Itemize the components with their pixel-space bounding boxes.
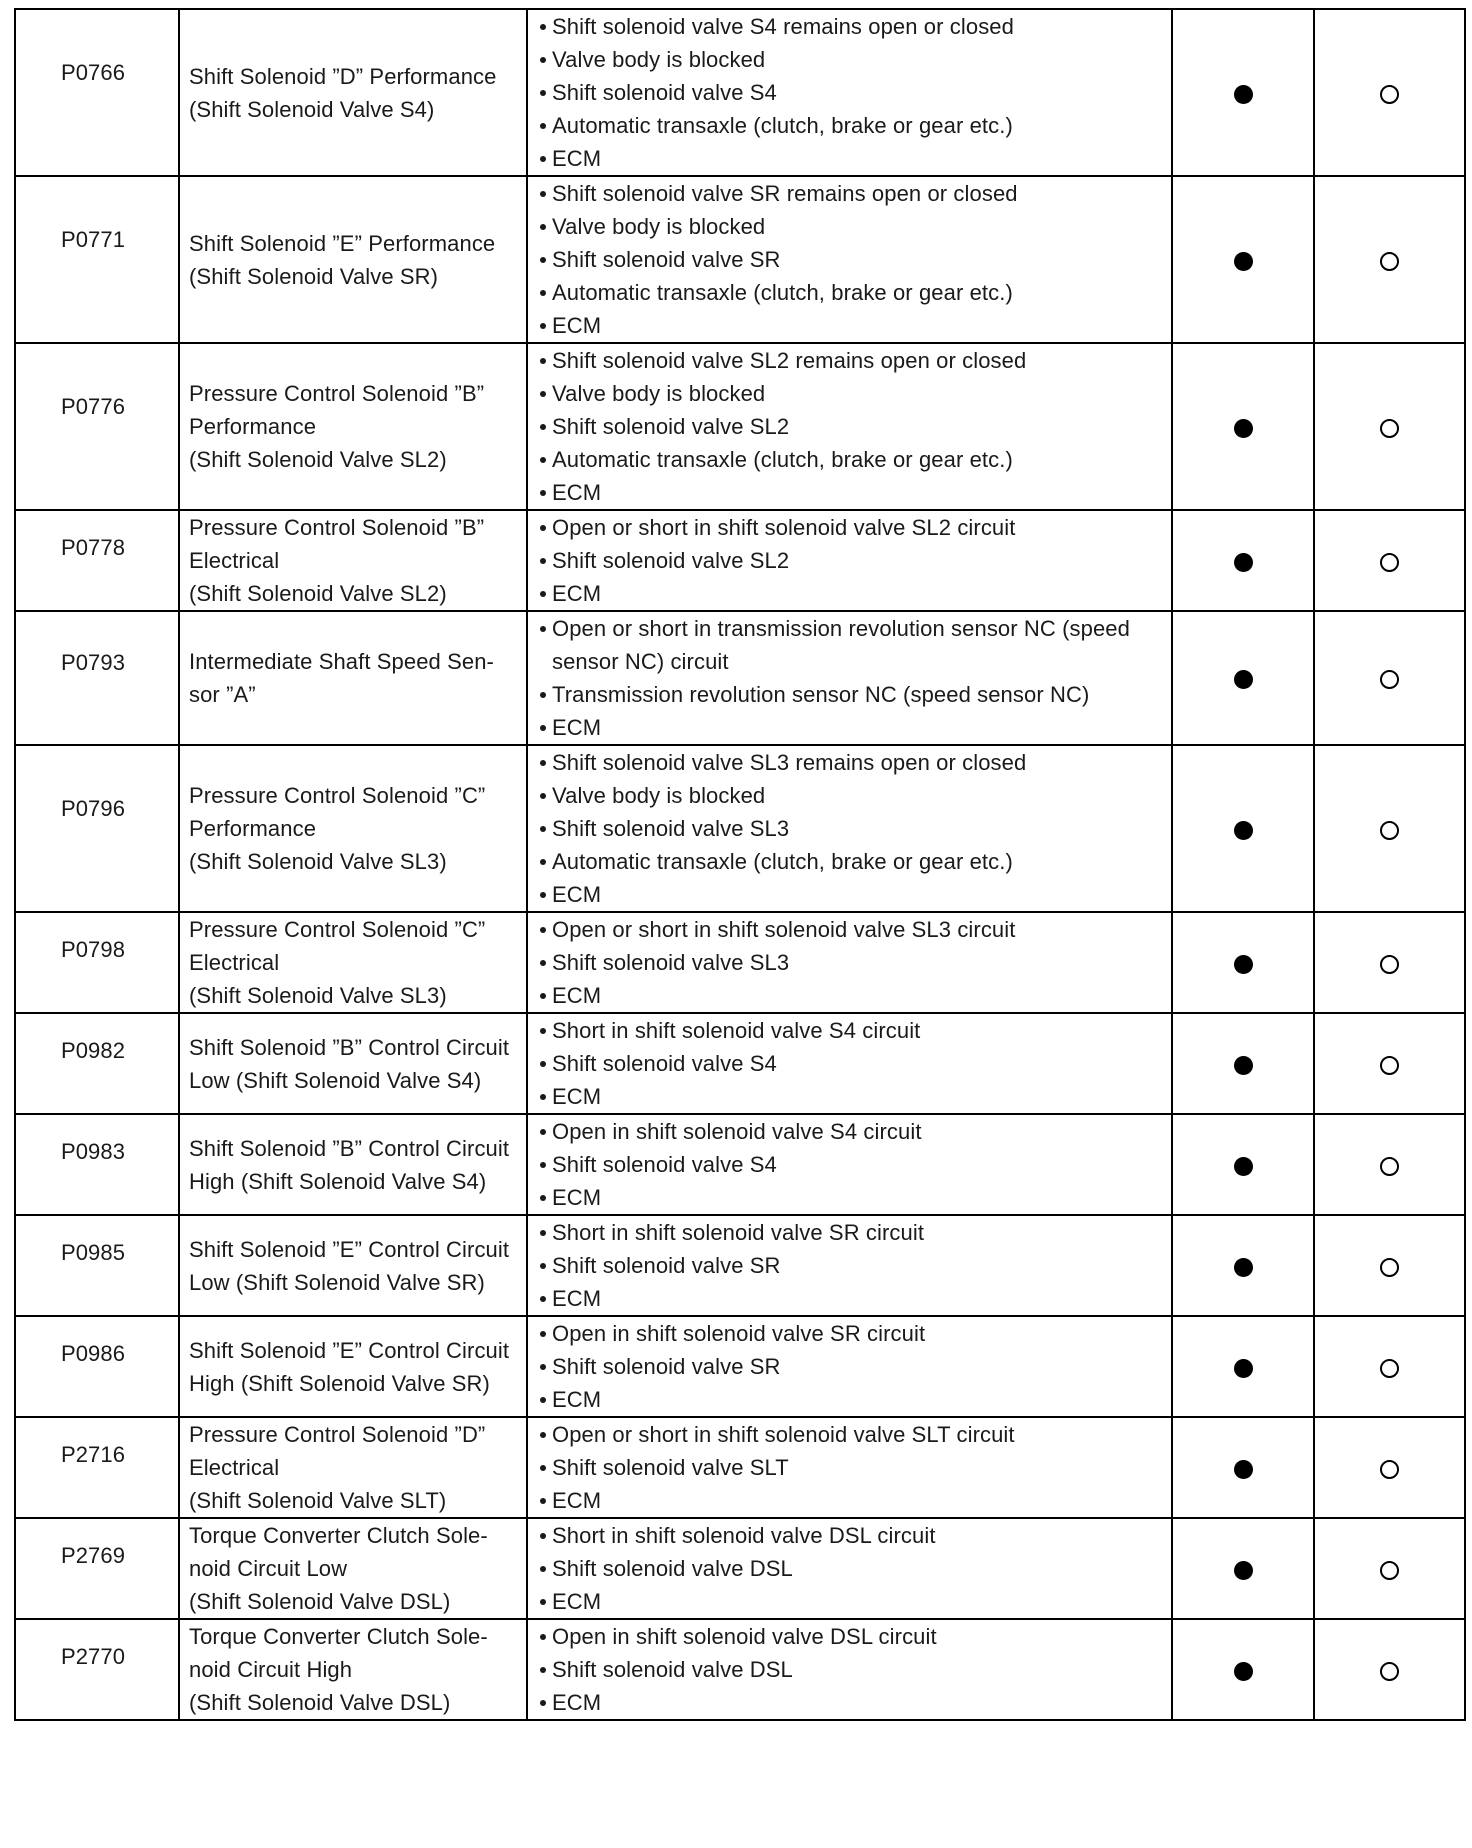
trouble-area-item: ECM	[539, 979, 1163, 1012]
trouble-area-item: Automatic transaxle (clutch, brake or gear etc.)	[539, 276, 1163, 309]
dtc-code: P0983	[60, 1139, 126, 1164]
detection-item-line: High (Shift Solenoid Valve SR)	[189, 1370, 490, 1396]
trouble-area-item: Valve body is blocked	[539, 779, 1163, 812]
trouble-area-item: Shift solenoid valve SL2	[539, 544, 1163, 577]
trouble-area-item: Short in shift solenoid valve DSL circuit	[539, 1519, 1163, 1552]
trouble-area-list	[539, 746, 1163, 911]
trouble-area-list	[539, 1418, 1163, 1517]
table-row	[15, 745, 1465, 912]
detection-item-line: Pressure Control Solenoid ”C”	[189, 783, 486, 808]
dtc-code: P0766	[60, 60, 126, 85]
trouble-area-item: ECM	[539, 711, 1163, 744]
trouble-area-item: ECM	[539, 476, 1163, 509]
detection-item-line: Performance	[189, 816, 317, 841]
filled-circle-icon	[1234, 955, 1253, 974]
trouble-area-cell	[527, 1114, 1172, 1215]
trouble-area-item: ECM	[539, 1383, 1163, 1416]
trouble-area-cell	[527, 1215, 1172, 1316]
detection-item-line: Shift Solenoid ”E” Control Circuit	[189, 1337, 510, 1363]
filled-circle-icon	[1234, 1056, 1253, 1075]
trouble-area-list	[539, 1519, 1163, 1618]
mil-cell	[1172, 1518, 1314, 1619]
detection-item-line: Low (Shift Solenoid Valve S4)	[189, 1067, 482, 1093]
open-circle-icon	[1380, 670, 1399, 689]
filled-circle-icon	[1234, 821, 1253, 840]
open-circle-icon	[1380, 1662, 1399, 1681]
table-row	[15, 1417, 1465, 1518]
trouble-area-list	[539, 612, 1163, 744]
dtc-code: P0986	[60, 1341, 126, 1366]
memory-cell	[1314, 1417, 1465, 1518]
detection-item-line: Shift Solenoid ”E” Performance	[189, 230, 496, 256]
open-circle-icon	[1380, 419, 1399, 438]
trouble-area-item: Shift solenoid valve SR	[539, 1249, 1163, 1282]
filled-circle-icon	[1234, 1258, 1253, 1277]
memory-cell	[1314, 1316, 1465, 1417]
mil-cell	[1172, 343, 1314, 510]
detection-item-line: (Shift Solenoid Valve S4)	[189, 96, 435, 122]
filled-circle-icon	[1234, 85, 1253, 104]
detection-item-cell	[179, 343, 527, 510]
trouble-area-cell	[527, 611, 1172, 745]
dtc-code-cell	[15, 912, 179, 1013]
trouble-area-cell	[527, 510, 1172, 611]
detection-item-line: Shift Solenoid ”B” Control Circuit	[189, 1135, 510, 1161]
detection-item-line: noid Circuit Low	[189, 1556, 348, 1581]
table-row	[15, 1316, 1465, 1417]
open-circle-icon	[1380, 955, 1399, 974]
dtc-code: P0778	[60, 535, 126, 560]
trouble-area-list	[539, 177, 1163, 342]
open-circle-icon	[1380, 85, 1399, 104]
detection-item-line: Pressure Control Solenoid ”B”	[189, 381, 485, 406]
memory-cell	[1314, 1215, 1465, 1316]
trouble-area-item: Shift solenoid valve S4 remains open or closed	[539, 10, 1163, 43]
detection-item-line: sor ”A”	[189, 682, 256, 707]
trouble-area-list	[539, 1317, 1163, 1416]
trouble-area-item: Shift solenoid valve S4	[539, 76, 1163, 109]
table-row	[15, 1114, 1465, 1215]
mil-cell	[1172, 1114, 1314, 1215]
trouble-area-item: Valve body is blocked	[539, 210, 1163, 243]
detection-item-line: Pressure Control Solenoid ”D”	[189, 1422, 486, 1447]
trouble-area-item: Transmission revolution sensor NC (speed sensor NC)	[539, 678, 1163, 711]
trouble-area-cell	[527, 176, 1172, 343]
trouble-area-list	[539, 1115, 1163, 1214]
trouble-area-cell	[527, 1417, 1172, 1518]
memory-cell	[1314, 1013, 1465, 1114]
trouble-area-item: Shift solenoid valve S4	[539, 1047, 1163, 1080]
trouble-area-item: Valve body is blocked	[539, 377, 1163, 410]
filled-circle-icon	[1234, 252, 1253, 271]
trouble-area-item: Open or short in shift solenoid valve SL2 circuit	[539, 511, 1163, 544]
detection-item-line: (Shift Solenoid Valve SL2)	[189, 447, 447, 472]
open-circle-icon	[1380, 1157, 1399, 1176]
detection-item-line: (Shift Solenoid Valve DSL)	[189, 1690, 451, 1715]
table-row	[15, 1619, 1465, 1720]
trouble-area-item: ECM	[539, 1080, 1163, 1113]
trouble-area-cell	[527, 1316, 1172, 1417]
trouble-area-item: Valve body is blocked	[539, 43, 1163, 76]
trouble-area-cell	[527, 1619, 1172, 1720]
mil-cell	[1172, 1013, 1314, 1114]
mil-cell	[1172, 912, 1314, 1013]
dtc-table	[14, 8, 1466, 1721]
detection-item-line: Electrical	[189, 1455, 280, 1480]
filled-circle-icon	[1234, 1662, 1253, 1681]
detection-item-line: (Shift Solenoid Valve SR)	[189, 263, 439, 289]
detection-item-line: (Shift Solenoid Valve SLT)	[189, 1488, 447, 1513]
detection-item-cell	[179, 912, 527, 1013]
trouble-area-list	[539, 10, 1163, 175]
dtc-code: P0776	[60, 394, 126, 419]
detection-item-line: Shift Solenoid ”B” Control Circuit	[189, 1034, 510, 1060]
trouble-area-item: Shift solenoid valve SR remains open or closed	[539, 177, 1163, 210]
trouble-area-list	[539, 1620, 1163, 1719]
filled-circle-icon	[1234, 1561, 1253, 1580]
filled-circle-icon	[1234, 419, 1253, 438]
detection-item-cell	[179, 1417, 527, 1518]
detection-item-line: (Shift Solenoid Valve SL3)	[189, 983, 447, 1008]
table-row	[15, 176, 1465, 343]
detection-item-line: Shift Solenoid ”E” Control Circuit	[189, 1236, 510, 1262]
detection-item-line: Low (Shift Solenoid Valve SR)	[189, 1269, 485, 1295]
trouble-area-cell	[527, 343, 1172, 510]
dtc-code: P0985	[60, 1240, 126, 1265]
detection-item-cell	[179, 1518, 527, 1619]
table-row	[15, 611, 1465, 745]
mil-cell	[1172, 1316, 1314, 1417]
open-circle-icon	[1380, 252, 1399, 271]
trouble-area-item: Automatic transaxle (clutch, brake or gear etc.)	[539, 109, 1163, 142]
trouble-area-list	[539, 913, 1163, 1012]
trouble-area-item: ECM	[539, 577, 1163, 610]
memory-cell	[1314, 1619, 1465, 1720]
trouble-area-item: Open in shift solenoid valve S4 circuit	[539, 1115, 1163, 1148]
dtc-table-body	[15, 9, 1465, 1720]
detection-item-cell	[179, 1316, 527, 1417]
dtc-code-cell	[15, 1114, 179, 1215]
dtc-code: P0771	[60, 227, 126, 252]
table-row	[15, 912, 1465, 1013]
table-row	[15, 1215, 1465, 1316]
trouble-area-cell	[527, 745, 1172, 912]
memory-cell	[1314, 9, 1465, 176]
trouble-area-item: Shift solenoid valve SLT	[539, 1451, 1163, 1484]
detection-item-line: High (Shift Solenoid Valve S4)	[189, 1168, 487, 1194]
detection-item-cell	[179, 176, 527, 343]
trouble-area-item: Open or short in transmission revolution sensor NC (speed sensor NC) circuit	[539, 612, 1163, 678]
mil-cell	[1172, 745, 1314, 912]
trouble-area-item: ECM	[539, 1686, 1163, 1719]
dtc-code-cell	[15, 343, 179, 510]
trouble-area-cell	[527, 1518, 1172, 1619]
trouble-area-item: Shift solenoid valve SL2 remains open or closed	[539, 344, 1163, 377]
trouble-area-item: ECM	[539, 1484, 1163, 1517]
detection-item-cell	[179, 1013, 527, 1114]
memory-cell	[1314, 745, 1465, 912]
trouble-area-item: ECM	[539, 142, 1163, 175]
trouble-area-item: ECM	[539, 309, 1163, 342]
trouble-area-item: Shift solenoid valve SL3	[539, 812, 1163, 845]
dtc-code-cell	[15, 745, 179, 912]
trouble-area-item: Shift solenoid valve SR	[539, 1350, 1163, 1383]
trouble-area-item: Open in shift solenoid valve DSL circuit	[539, 1620, 1163, 1653]
detection-item-cell	[179, 9, 527, 176]
trouble-area-item: Shift solenoid valve SR	[539, 243, 1163, 276]
detection-item-line: (Shift Solenoid Valve SL3)	[189, 849, 447, 874]
mil-cell	[1172, 1619, 1314, 1720]
trouble-area-item: Open or short in shift solenoid valve SLT circuit	[539, 1418, 1163, 1451]
detection-item-line: Shift Solenoid ”D” Performance	[189, 63, 497, 89]
trouble-area-cell	[527, 1013, 1172, 1114]
dtc-code-cell	[15, 1215, 179, 1316]
trouble-area-item: ECM	[539, 1181, 1163, 1214]
mil-cell	[1172, 510, 1314, 611]
dtc-table-sheet	[14, 8, 1464, 1721]
trouble-area-list	[539, 1014, 1163, 1113]
table-row	[15, 9, 1465, 176]
trouble-area-item: ECM	[539, 1282, 1163, 1315]
filled-circle-icon	[1234, 1460, 1253, 1479]
trouble-area-list	[539, 1216, 1163, 1315]
detection-item-cell	[179, 1114, 527, 1215]
trouble-area-list	[539, 511, 1163, 610]
open-circle-icon	[1380, 553, 1399, 572]
open-circle-icon	[1380, 821, 1399, 840]
detection-item-line: Performance	[189, 414, 317, 439]
dtc-code-cell	[15, 1619, 179, 1720]
trouble-area-item: Open in shift solenoid valve SR circuit	[539, 1317, 1163, 1350]
memory-cell	[1314, 1114, 1465, 1215]
mil-cell	[1172, 176, 1314, 343]
dtc-code-cell	[15, 1316, 179, 1417]
open-circle-icon	[1380, 1460, 1399, 1479]
memory-cell	[1314, 912, 1465, 1013]
dtc-code: P2770	[60, 1644, 126, 1669]
detection-item-line: Torque Converter Clutch Sole-	[189, 1624, 488, 1649]
filled-circle-icon	[1234, 1359, 1253, 1378]
trouble-area-item: ECM	[539, 1585, 1163, 1618]
trouble-area-item: Shift solenoid valve DSL	[539, 1653, 1163, 1686]
mil-cell	[1172, 1215, 1314, 1316]
detection-item-cell	[179, 745, 527, 912]
open-circle-icon	[1380, 1561, 1399, 1580]
detection-item-line: Electrical	[189, 548, 280, 573]
trouble-area-item: ECM	[539, 878, 1163, 911]
detection-item-cell	[179, 1619, 527, 1720]
detection-item-line: Pressure Control Solenoid ”C”	[189, 917, 486, 942]
trouble-area-item: Automatic transaxle (clutch, brake or gear etc.)	[539, 443, 1163, 476]
detection-item-line: (Shift Solenoid Valve DSL)	[189, 1589, 451, 1614]
table-row	[15, 1013, 1465, 1114]
detection-item-line: Torque Converter Clutch Sole-	[189, 1523, 488, 1548]
detection-item-cell	[179, 510, 527, 611]
dtc-code-cell	[15, 9, 179, 176]
dtc-code: P0796	[60, 796, 126, 821]
dtc-code: P2769	[60, 1543, 126, 1568]
detection-item-line: Electrical	[189, 950, 280, 975]
detection-item-line: noid Circuit High	[189, 1657, 353, 1682]
memory-cell	[1314, 343, 1465, 510]
filled-circle-icon	[1234, 1157, 1253, 1176]
dtc-code-cell	[15, 1417, 179, 1518]
table-row	[15, 1518, 1465, 1619]
mil-cell	[1172, 9, 1314, 176]
memory-cell	[1314, 510, 1465, 611]
memory-cell	[1314, 1518, 1465, 1619]
open-circle-icon	[1380, 1056, 1399, 1075]
trouble-area-item: Shift solenoid valve S4	[539, 1148, 1163, 1181]
trouble-area-item: Short in shift solenoid valve S4 circuit	[539, 1014, 1163, 1047]
table-row	[15, 343, 1465, 510]
dtc-code-cell	[15, 176, 179, 343]
trouble-area-cell	[527, 9, 1172, 176]
trouble-area-item: Short in shift solenoid valve SR circuit	[539, 1216, 1163, 1249]
trouble-area-item: Open or short in shift solenoid valve SL3 circuit	[539, 913, 1163, 946]
detection-item-cell	[179, 1215, 527, 1316]
dtc-code: P0793	[60, 650, 126, 675]
dtc-code-cell	[15, 1013, 179, 1114]
detection-item-line: (Shift Solenoid Valve SL2)	[189, 581, 447, 606]
filled-circle-icon	[1234, 670, 1253, 689]
trouble-area-item: Shift solenoid valve SL3	[539, 946, 1163, 979]
detection-item-cell	[179, 611, 527, 745]
mil-cell	[1172, 611, 1314, 745]
trouble-area-item: Shift solenoid valve SL3 remains open or closed	[539, 746, 1163, 779]
dtc-code: P2716	[60, 1442, 126, 1467]
dtc-code: P0798	[60, 937, 126, 962]
trouble-area-item: Shift solenoid valve DSL	[539, 1552, 1163, 1585]
dtc-code-cell	[15, 611, 179, 745]
detection-item-line: Intermediate Shaft Speed Sen-	[189, 649, 494, 674]
memory-cell	[1314, 176, 1465, 343]
dtc-code: P0982	[60, 1038, 126, 1063]
dtc-code-cell	[15, 1518, 179, 1619]
open-circle-icon	[1380, 1258, 1399, 1277]
memory-cell	[1314, 611, 1465, 745]
mil-cell	[1172, 1417, 1314, 1518]
table-row	[15, 510, 1465, 611]
trouble-area-item: Automatic transaxle (clutch, brake or gear etc.)	[539, 845, 1163, 878]
trouble-area-list	[539, 344, 1163, 509]
trouble-area-item: Shift solenoid valve SL2	[539, 410, 1163, 443]
open-circle-icon	[1380, 1359, 1399, 1378]
detection-item-line: Pressure Control Solenoid ”B”	[189, 515, 485, 540]
filled-circle-icon	[1234, 553, 1253, 572]
dtc-code-cell	[15, 510, 179, 611]
trouble-area-cell	[527, 912, 1172, 1013]
